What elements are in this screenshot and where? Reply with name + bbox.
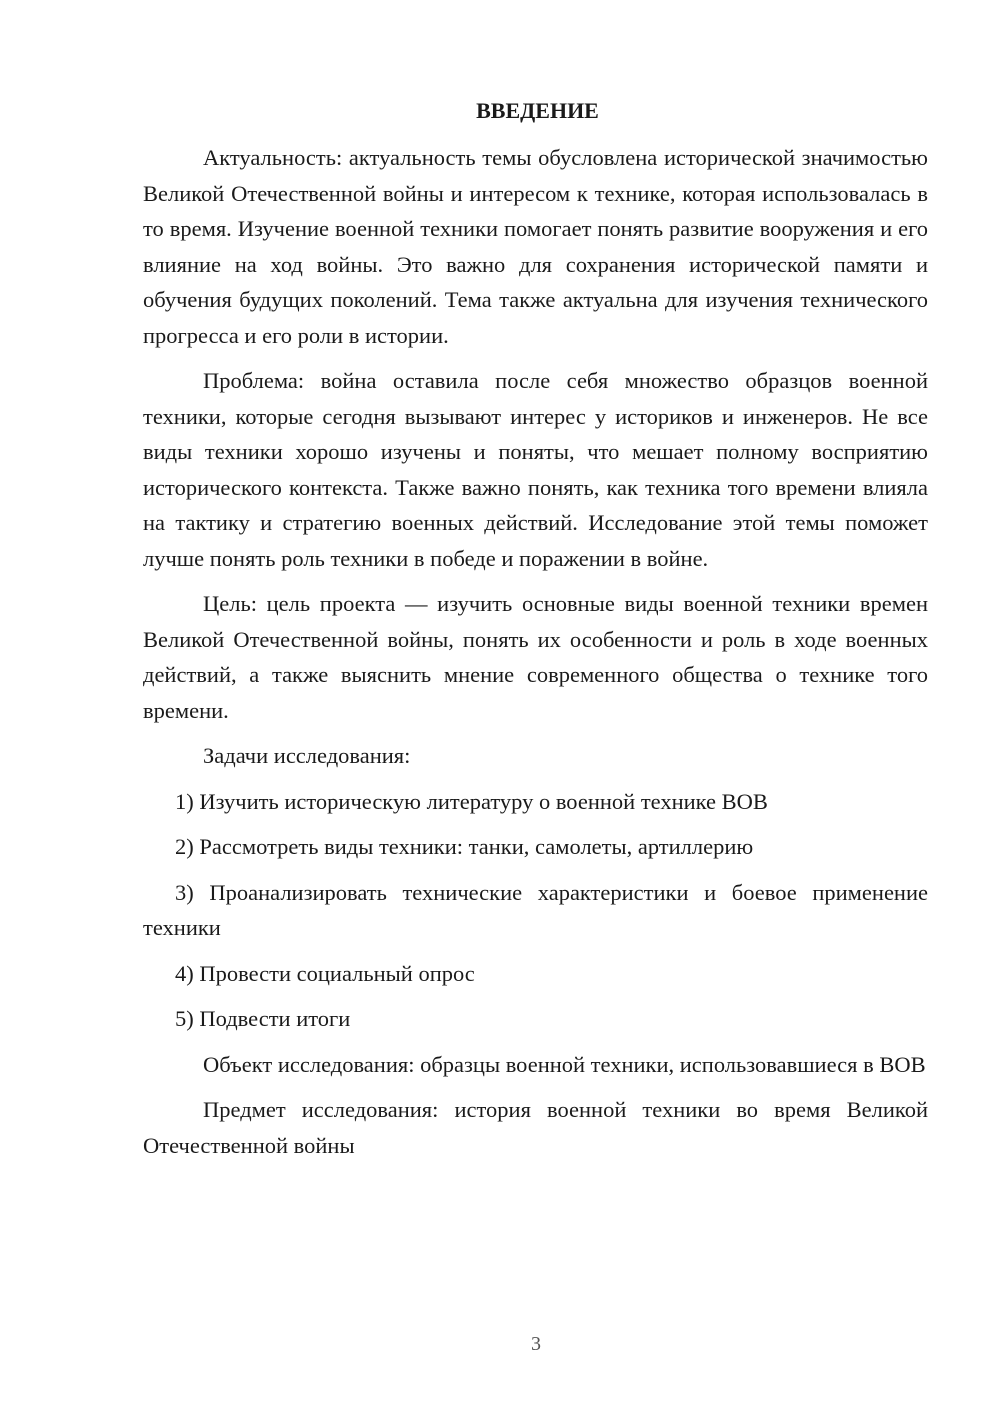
task-item: 1) Изучить историческую литературу о военной технике ВОВ: [175, 788, 768, 814]
task-item: 2) Рассмотреть виды техники: танки, самолеты, артиллерию: [175, 834, 754, 859]
paragraph-problem: Проблема: война оставила после себя множество образцов военной техники, которые сегодня вызывают интерес у историков и инженеров. Не все виды техники хорошо изучены и поняты, что мешает полному восприятию исторического контекста. Также важно понять, как техника того времени влияла на тактику и стратегию военных действий. Исследование этой темы поможет лучше понять роль техники в победе и поражении в войне.: [143, 368, 928, 571]
tasks-heading: Задачи исследования:: [203, 743, 411, 768]
task-item: 3) Проанализировать технические характеристики и боевое применение техники: [143, 879, 928, 940]
tasks-list: [143, 784, 928, 1037]
section-title: ВВЕДЕНИЕ: [476, 98, 599, 123]
task-item: 5) Подвести итоги: [175, 1006, 351, 1031]
page-number: 3: [531, 1333, 541, 1355]
paragraph-relevance: Актуальность: актуальность темы обусловлена исторической значимостью Великой Отечественной войны и интересом к технике, которая использовалась в то время. Изучение военной техники помогает понять развитие вооружения и его влияние на ход войны. Это важно для сохранения исторической памяти и обучения будущих поколений. Тема также актуальна для изучения технического прогресса и его роли в истории.: [143, 145, 928, 348]
paragraph-object: Объект исследования: образцы военной техники, использовавшиеся в ВОВ: [203, 1051, 926, 1077]
paragraph-subject: Предмет исследования: история военной техники во время Великой Отечественной войны: [143, 1097, 928, 1158]
paragraph-goal: Цель: цель проекта — изучить основные виды военной техники времен Великой Отечественной войны, понять их особенности и роль в ходе военных действий, а также выяснить мнение современного общества о технике того времени.: [143, 591, 928, 723]
task-item: 4) Провести социальный опрос: [175, 960, 475, 986]
page-content: [143, 94, 928, 1173]
